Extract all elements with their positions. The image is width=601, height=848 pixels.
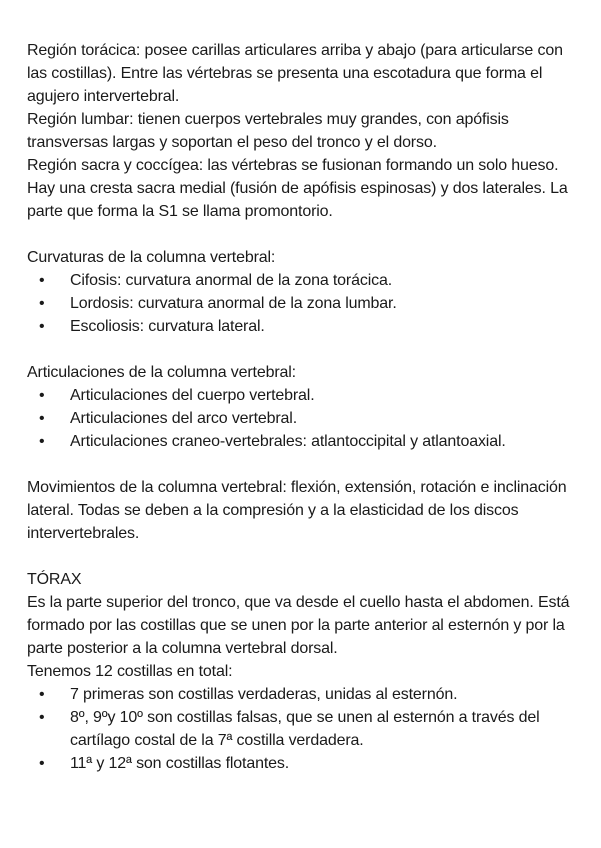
bullet-icon: •: [39, 709, 45, 726]
bullet-icon: •: [39, 318, 45, 335]
list-item-text: Lordosis: curvatura anormal de la zona lumbar.: [70, 295, 397, 312]
list-item: [27, 384, 577, 407]
articulaciones-list: [27, 384, 577, 453]
bullet-icon: •: [39, 755, 45, 772]
list-item-text: Articulaciones craneo-vertebrales: atlantoccipital y atlantoaxial.: [70, 433, 506, 450]
list-item: [27, 430, 577, 453]
list-item-text: 11ª y 12ª son costillas flotantes.: [70, 755, 290, 772]
bullet-icon: •: [39, 433, 45, 450]
list-item: [27, 315, 577, 338]
spacer: [27, 223, 577, 246]
region-toracica-paragraph: Región torácica: posee carillas articulares arriba y abajo (para articularse con las costillas). Entre las vértebras se presenta una escotadura que forma el agujero intervertebral.: [27, 42, 563, 105]
bullet-icon: •: [39, 686, 45, 703]
bullet-icon: •: [39, 272, 45, 289]
list-item-text: 8º, 9ºy 10º son costillas falsas, que se unen al esternón a través del cartílago costal de la 7ª costilla verdadera.: [70, 709, 540, 749]
torax-description: Es la parte superior del tronco, que va desde el cuello hasta el abdomen. Está formado por las costillas que se unen por la parte anterior al esternón y por la parte posterior a la columna vertebral dorsal.: [27, 594, 570, 657]
list-item-text: Cifosis: curvatura anormal de la zona torácica.: [70, 272, 392, 289]
list-item: [27, 407, 577, 430]
spacer: [27, 338, 577, 361]
spacer: [27, 545, 577, 568]
document-page: [27, 39, 577, 775]
curvaturas-heading: Curvaturas de la columna vertebral:: [27, 249, 276, 266]
curvaturas-list: [27, 269, 577, 338]
list-item: [27, 706, 577, 752]
spacer: [27, 453, 577, 476]
list-item: [27, 292, 577, 315]
list-item-text: Escoliosis: curvatura lateral.: [70, 318, 265, 335]
list-item-text: Articulaciones del arco vertebral.: [70, 410, 298, 427]
movimientos-paragraph: Movimientos de la columna vertebral: flexión, extensión, rotación e inclinación lateral. Todas se deben a la compresión y a la elasticidad de los discos intervertebrales.: [27, 479, 567, 542]
list-item-text: 7 primeras son costillas verdaderas, unidas al esternón.: [70, 686, 458, 703]
costillas-list: [27, 683, 577, 775]
articulaciones-heading: Articulaciones de la columna vertebral:: [27, 364, 296, 381]
bullet-icon: •: [39, 387, 45, 404]
region-lumbar-paragraph: Región lumbar: tienen cuerpos vertebrales muy grandes, con apófisis transversas largas y soportan el peso del tronco y el dorso.: [27, 111, 509, 151]
list-item: [27, 269, 577, 292]
list-item: [27, 683, 577, 706]
list-item: [27, 752, 577, 775]
bullet-icon: •: [39, 295, 45, 312]
region-sacra-paragraph: Región sacra y coccígea: las vértebras se fusionan formando un solo hueso. Hay una cresta sacra medial (fusión de apófisis espinosas) y dos laterales. La parte que forma la S1 se llama promontorio.: [27, 157, 568, 220]
costillas-count: Tenemos 12 costillas en total:: [27, 663, 233, 680]
list-item-text: Articulaciones del cuerpo vertebral.: [70, 387, 315, 404]
torax-title: TÓRAX: [27, 571, 82, 588]
bullet-icon: •: [39, 410, 45, 427]
